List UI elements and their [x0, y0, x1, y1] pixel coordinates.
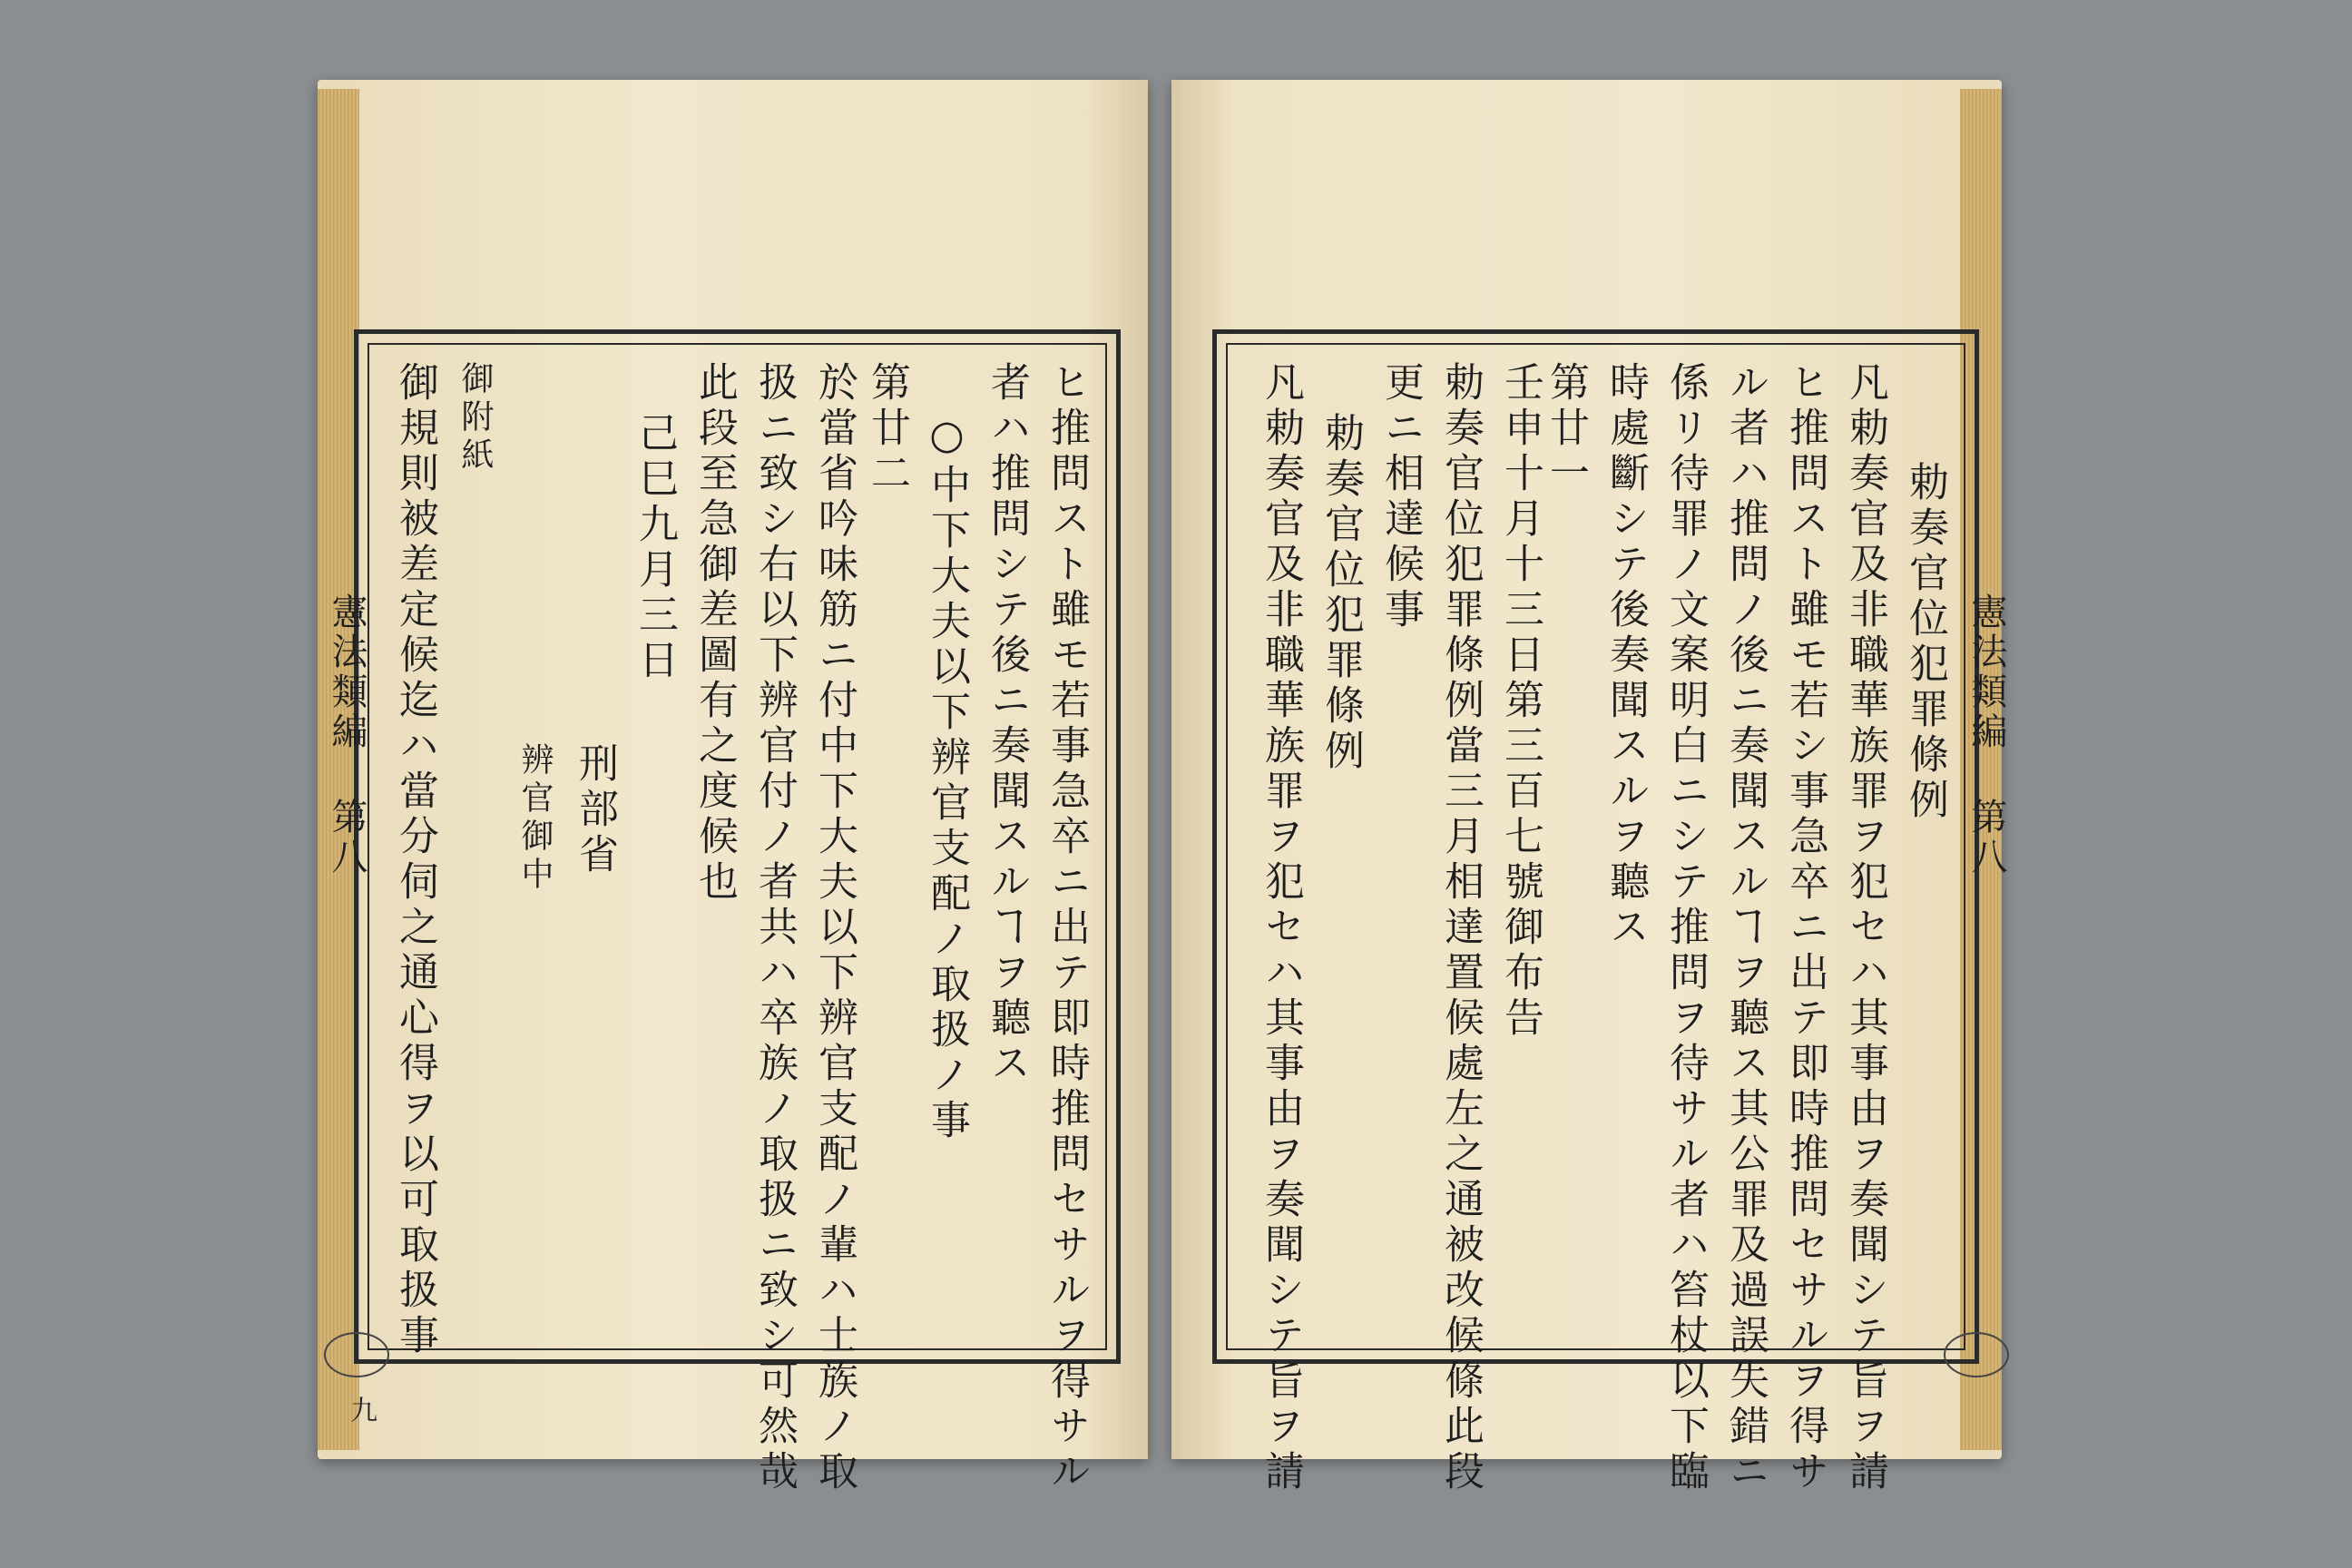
- text-column: ○中下大夫以下辨官支配ノ取扱ノ事: [924, 412, 970, 1144]
- text-column: ヒ推問スト雖モ若事急卒ニ出テ即時推問セサルヲ得サル: [1044, 361, 1090, 1495]
- article-number: 第廿二: [864, 361, 910, 497]
- left-page-number: 九: [345, 1396, 377, 1423]
- article-number: 第廿一: [1543, 361, 1589, 497]
- right-page: [1171, 80, 2007, 1495]
- left-text-frame: [326, 329, 1121, 1495]
- text-column: 扱ニ致シ右以下辨官付ノ者共ハ卒族ノ取扱ニ致シ可然哉: [751, 361, 798, 1495]
- text-column: 勅奏官位犯罪條例當三月相達置候處左之通被改候條此段: [1437, 361, 1484, 1495]
- text-column: ヒ推問スト雖モ若シ事急卒ニ出テ即時推問セサルヲ得サ: [1782, 361, 1828, 1495]
- section-title: 勅奏官位犯罪條例: [1902, 461, 1948, 824]
- left-text-columns: [375, 361, 1096, 1495]
- text-column: 更ニ相達候事: [1377, 361, 1424, 633]
- text-column: 凡勅奏官及非職華族罪ヲ犯セハ其事由ヲ奏聞シテ旨ヲ請: [1258, 361, 1304, 1495]
- text-column: 者ハ推問シテ後ニ奏聞スルヿヲ聽ス: [984, 361, 1030, 1087]
- left-page: [318, 80, 1148, 1495]
- addressee-line: 辨官御中: [516, 742, 554, 895]
- right-text-columns: [1233, 361, 1955, 1495]
- ministry-signature: 刑部省: [572, 742, 618, 878]
- right-text-frame: [1212, 329, 2007, 1495]
- text-column: 凡勅奏官及非職華族罪ヲ犯セハ其事由ヲ奏聞シテ旨ヲ請: [1842, 361, 1888, 1495]
- text-column: 時處斷シテ後奏聞スルヲ聽ス: [1602, 361, 1649, 951]
- left-spine-title: 憲法類編 第八: [326, 593, 368, 877]
- text-column: 於當省吟味筋ニ付中下大夫以下辨官支配ノ輩ハ士族ノ取: [811, 361, 858, 1495]
- text-column: 壬申十月十三日第三百七號御布告: [1497, 361, 1544, 1042]
- text-column: 此段至急御差圖有之度候也: [691, 361, 738, 906]
- open-book: [299, 80, 2020, 1495]
- attachment-heading: 御附紙: [456, 361, 494, 475]
- date-line: 己巳九月三日: [632, 412, 678, 684]
- right-spine-title: 憲法類編 第八: [1965, 593, 2007, 877]
- section-title: 勅奏官位犯罪條例: [1318, 412, 1364, 775]
- text-column: 御規則被差定候迄ハ當分伺之通心得ヲ以可取扱事: [392, 361, 438, 1359]
- text-column: ル者ハ推問ノ後ニ奏聞スルヿヲ聽ス其公罪及過誤失錯ニ: [1722, 361, 1769, 1495]
- text-column: 係リ待罪ノ文案明白ニシテ推問ヲ待サル者ハ笞杖以下臨: [1662, 361, 1709, 1495]
